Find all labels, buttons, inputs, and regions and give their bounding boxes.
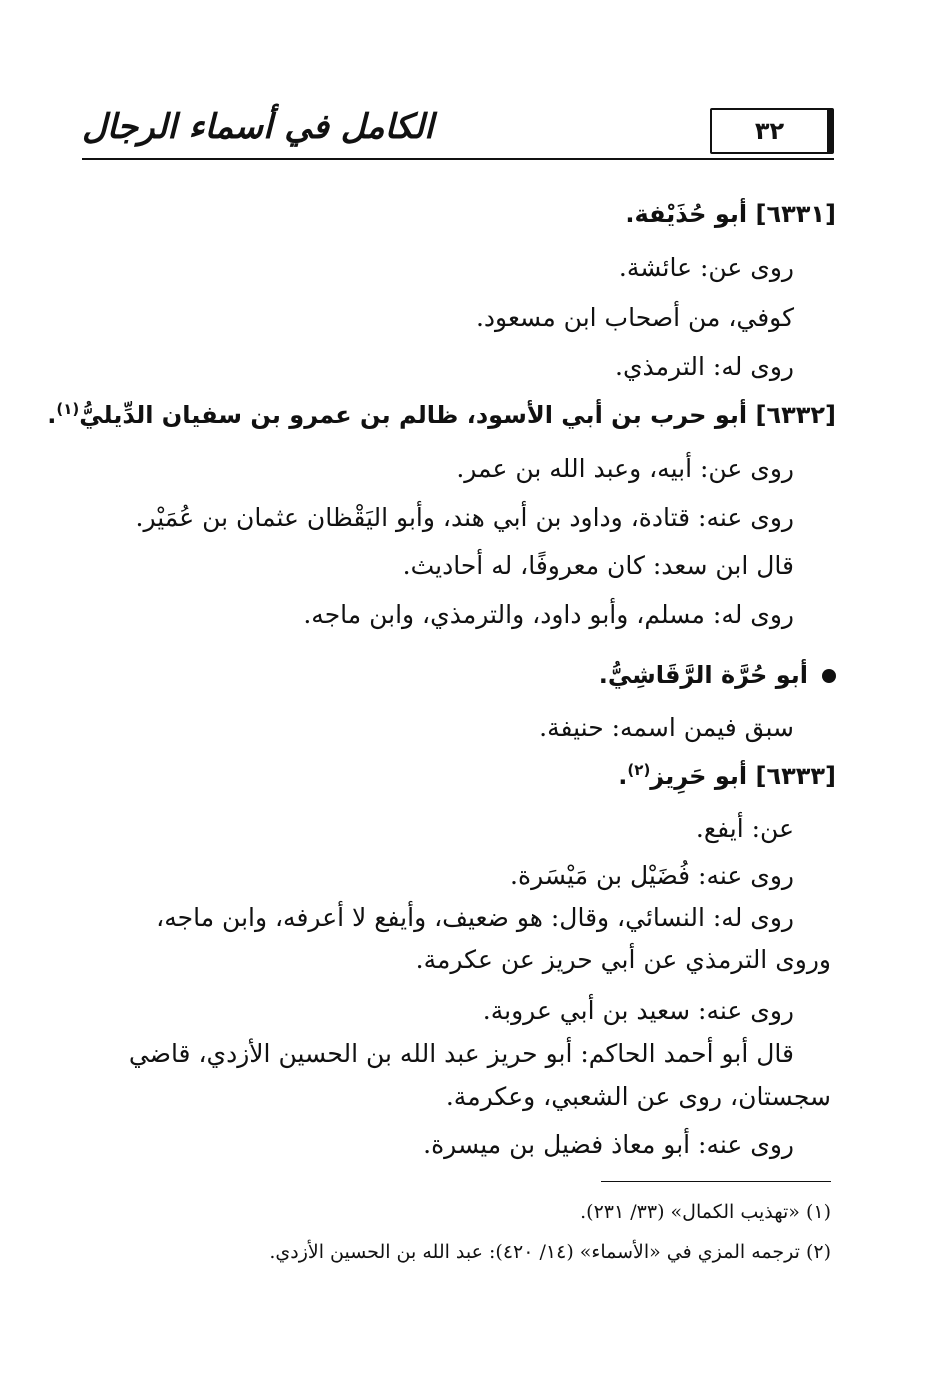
- page-header: [82, 100, 834, 160]
- entry-heading: [٦٣٣٣] أبو حَرِيز$^{(٢)}$.: [618, 761, 836, 790]
- entry-line: روى عنه: سعيد بن أبي عروبة.: [482, 996, 794, 1025]
- bullet-heading: أبو حُرَّة الرَّقَاشِيُّ.: [80, 657, 836, 693]
- entry-heading: [٦٣٣٢] أبو حرب بن أبي الأسود، ظالم بن عمرو بن سفيان الدِّيليُّ$^{(١)}$.: [47, 400, 836, 429]
- entry-line: كوفي، من أصحاب ابن مسعود.: [475, 303, 794, 332]
- footnote-marker: (٢): [627, 761, 651, 779]
- entry-line: وروى الترمذي عن أبي حريز عن عكرمة.: [415, 945, 831, 974]
- bullet-icon: [822, 669, 836, 683]
- running-title: الكامل في أسماء الرجال: [82, 107, 434, 147]
- footnote-rule: [601, 1181, 831, 1182]
- entry-line: سجستان، روى عن الشعبي، وعكرمة.: [445, 1082, 831, 1111]
- entry-line: روى عن: عائشة.: [618, 253, 794, 282]
- footnote: (٢) ترجمه المزي في «الأسماء» (١٤/ ٤٢٠): عبد الله بن الحسين الأزدي.: [269, 1241, 831, 1263]
- header-rule: [82, 158, 834, 160]
- entry-line: روى عنه: قتادة، وداود بن أبي هند، وأبو اليَقْظان عثمان بن عُمَيْر.: [135, 503, 794, 532]
- entry-heading: [٦٣٣١] أبو حُذَيْفة.: [625, 200, 836, 228]
- entry-line: قال ابن سعد: كان معروفًا، له أحاديث.: [402, 551, 794, 580]
- entry-line: روى عنه: أبو معاذ فضيل بن ميسرة.: [423, 1130, 794, 1159]
- footnote: (١) «تهذيب الكمال» (٣٣/ ٢٣١).: [580, 1201, 831, 1223]
- entry-line: روى له: النسائي، وقال: هو ضعيف، وأيفع لا أعرفه، وابن ماجه،: [156, 903, 794, 932]
- entry-line: روى له: الترمذي.: [615, 352, 794, 381]
- footnote-marker: (١): [56, 400, 80, 418]
- entry-line: عن: أيفع.: [695, 814, 794, 843]
- entry-line: روى عنه: فُضَيْل بن مَيْسَرة.: [510, 861, 794, 890]
- entry-line: سبق فيمن اسمه: حنيفة.: [539, 713, 794, 742]
- entry-line: روى له: مسلم، وأبو داود، والترمذي، وابن ماجه.: [303, 600, 794, 629]
- page-number: ٣٢: [710, 108, 834, 154]
- entry-line: قال أبو أحمد الحاكم: أبو حريز عبد الله بن الحسين الأزدي، قاضي: [128, 1039, 794, 1068]
- entry-line: روى عن: أبيه، وعبد الله بن عمر.: [456, 454, 794, 483]
